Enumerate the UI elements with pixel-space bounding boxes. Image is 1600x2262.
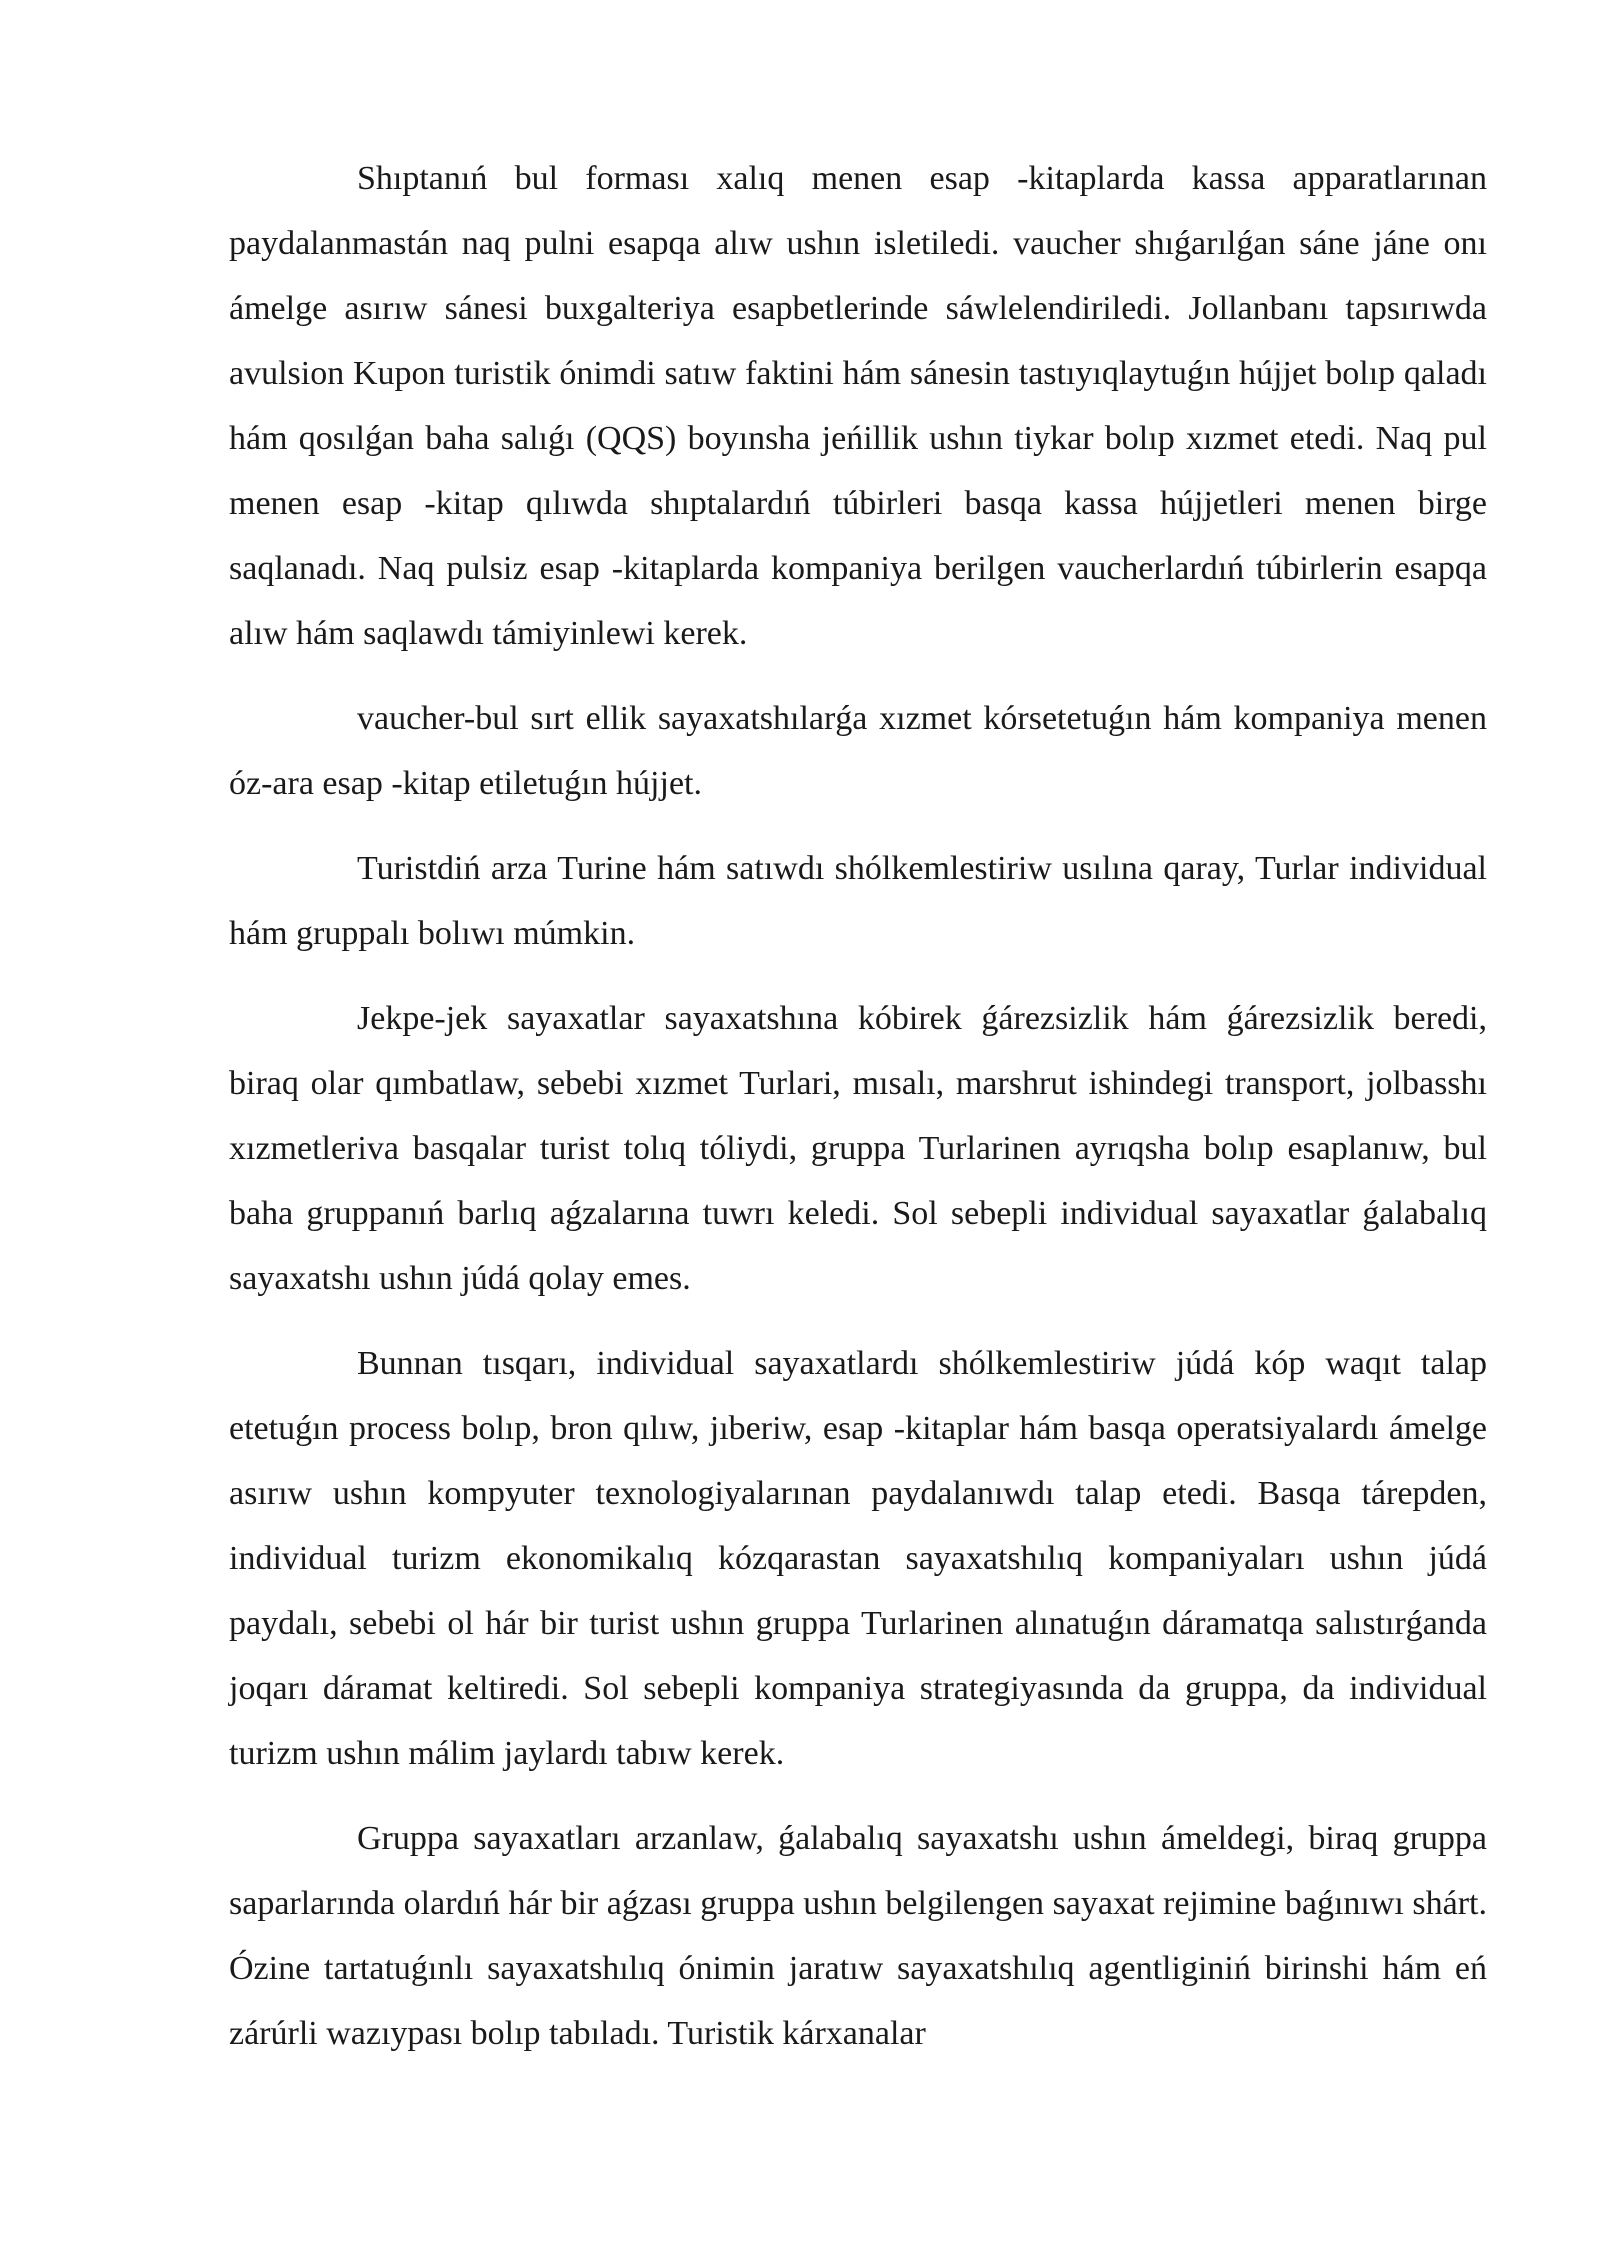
paragraph-individual-organization: Bunnan tısqarı, individual sayaxatlardı shólkemlestiriw júdá kóp waqıt talap etetuǵın process bolıp, bron qılıw, jıberiw, esap -kitaplar hám basqa operatsiyalardı ámelge asırıw ushın kompyuter texnologiyalarınan paydalanıwdı talap etedi. Basqa tárepden, individual turizm ekonomikalıq kózqarastan sayaxatshılıq kompaniyaları ushın júdá paydalı, sebebi ol hár bir turist ushın gruppa Turlarinen alınatuǵın dáramatqa salıstırǵanda joqarı dáramat keltiredi. Sol sebepli kompaniya strategiyasında da gruppa, da individual turizm ushın málim jaylardı tabıw kerek. (229, 1345, 1487, 1772)
paragraph-voucher-definition: vaucher-bul sırt ellik sayaxatshılarǵa xızmet kórsetetuǵın hám kompaniya menen óz-ara esap -kitap etiletuǵın hújjet. (229, 700, 1487, 802)
paragraph-voucher-form: Shıptanıń bul forması xalıq menen esap -kitaplarda kassa apparatlarınan paydalanmastán naq pulni esapqa alıw ushın isletiledi. vaucher shıǵarılǵan sáne jáne onı ámelge asırıw sánesi buxgalteriya esapbetlerinde sáwlelendiriledi. Jollanbanı tapsırıwda avulsion Kupon turistik ónimdi satıw faktini hám sánesin tastıyıqlaytuǵın hújjet bolıp qaladı hám qosılǵan baha salıǵı (QQS) boyınsha jeńillik ushın tiykar bolıp xızmet etedi. Naq pul menen esap -kitap qılıwda shıptalardıń túbirleri basqa kassa hújjetleri menen birge saqlanadı. Naq pulsiz esap -kitaplarda kompaniya berilgen vaucherlardıń túbirlerin esapqa alıw hám saqlawdı támiyinlewi kerek. (229, 160, 1487, 652)
paragraph-group-tours: Gruppa sayaxatları arzanlaw, ǵalabalıq sayaxatshı ushın ámeldegi, biraq gruppa saparlarında olardıń hár bir aǵzası gruppa ushın belgilengen sayaxat rejimine baǵınıwı shárt. Ózine tartatuǵınlı sayaxatshılıq ónimin jaratıw sayaxatshılıq agentliginiń birinshi hám eń zárúrli wazıypası bolıp tabıladı. Turistik kárxanalar (229, 1820, 1487, 2052)
document-page (229, 146, 1487, 2086)
paragraph-tour-types: Turistdiń arza Turine hám satıwdı shólkemlestiriw usılına qaray, Turlar individual hám gruppalı bolıwı múmkin. (229, 850, 1487, 952)
paragraph-individual-tours: Jekpe-jek sayaxatlar sayaxatshına kóbirek ǵárezsizlik hám ǵárezsizlik beredi, biraq olar qımbatlaw, sebebi xızmet Turlari, mısalı, marshrut ishindegi transport, jolbasshı xızmetleriva basqalar turist tolıq tóliydi, gruppa Turlarinen ayrıqsha bolıp esaplanıw, bul baha gruppanıń barlıq aǵzalarına tuwrı keledi. Sol sebepli individual sayaxatlar ǵalabalıq sayaxatshı ushın júdá qolay emes. (229, 1000, 1487, 1297)
